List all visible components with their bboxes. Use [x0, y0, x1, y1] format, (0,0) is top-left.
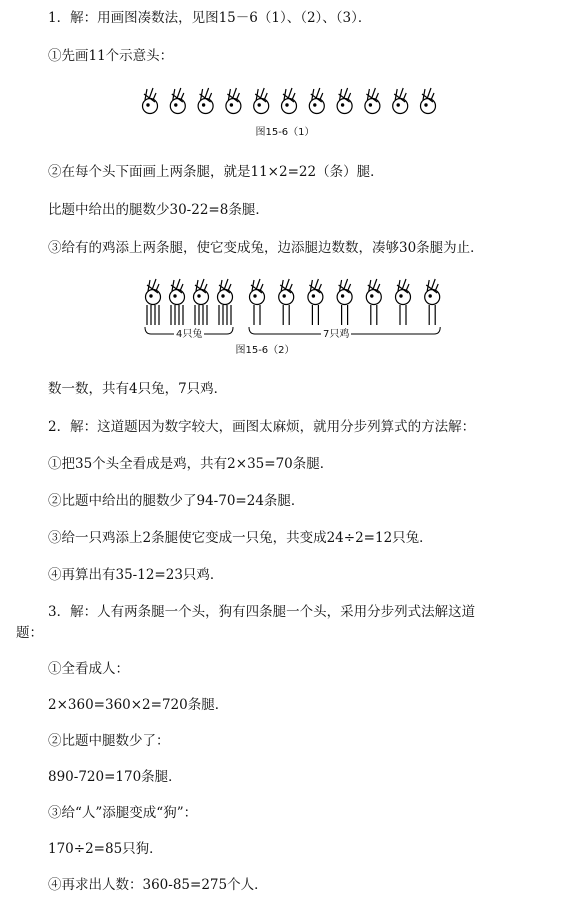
chicken-head [226, 88, 241, 114]
problem1-intro: 1．解：用画图凑数法，见图15－6（1）、（2）、（3）． [48, 10, 372, 26]
chicken-head [393, 88, 408, 114]
rabbit-count-label: 4只兔 [176, 329, 203, 340]
chicken-figure [308, 279, 323, 325]
problem3-step1b: 2×360=360×2=720条腿． [48, 697, 229, 713]
chicken-head [282, 88, 297, 114]
chicken-count-label: 7只鸡 [323, 329, 350, 340]
rabbit-figure [146, 279, 161, 325]
chicken-figure [396, 279, 411, 325]
chicken-figure [279, 279, 294, 325]
chicken-figure [250, 279, 265, 325]
chicken-head [309, 88, 324, 114]
chicken-figure [337, 279, 352, 325]
chicken-head [421, 88, 436, 114]
chicken-head [365, 88, 380, 114]
problem2-step1: ①把35个头全看成是鸡，共有2×35=70条腿． [48, 456, 334, 472]
problem3-step4: ④再求出人数：360-85=275个人． [48, 877, 268, 893]
chicken-head [170, 88, 185, 114]
problem1-step2: ②在每个头下面画上两条腿，就是11×2=22（条）腿． [48, 164, 384, 180]
problem3-intro: 3．解：人有两条腿一个头，狗有四条腿一个头，采用分步列式法解这道 [48, 604, 476, 620]
problem3-step1: ①全看成人： [48, 661, 129, 677]
problem2-intro: 2．解：这道题因为数字较大，画图太麻烦，就用分步列算式的方法解： [48, 419, 476, 435]
problem2-step2: ②比题中给出的腿数少了94-70=24条腿． [48, 493, 305, 509]
rabbit-figure [170, 279, 185, 325]
problem3-step2: ②比题中腿数少了： [48, 733, 170, 749]
figure-15-6-2-caption: 图15-6（2） [235, 345, 295, 356]
chicken-head [337, 88, 352, 114]
problem1-conclusion: 数一数，共有4只兔，7只鸡． [48, 381, 228, 397]
chicken-head [254, 88, 269, 114]
problem2-step4: ④再算出有35-12=23只鸡． [48, 567, 224, 583]
problem1-step1: ①先画11个示意头： [48, 48, 174, 64]
figure-15-6-1-caption: 图15-6（1） [255, 127, 315, 138]
chicken-head [143, 88, 158, 114]
heads-drawing [0, 84, 570, 126]
problem3-intro-wrap: 题： [16, 625, 43, 641]
chicken-head [198, 88, 213, 114]
animals-drawing [0, 277, 570, 339]
problem2-step3: ③给一只鸡添上2条腿使它变成一只兔，共变成24÷2=12只兔． [48, 530, 433, 546]
rabbit-figure [218, 279, 233, 325]
problem1-step3: ③给有的鸡添上两条腿，使它变成兔，边添腿边数数，凑够30条腿为止． [48, 240, 484, 256]
chicken-figure [425, 279, 440, 325]
problem3-step2b: 890-720=170条腿． [48, 769, 182, 785]
figure-15-6-1 [0, 84, 570, 126]
problem1-step2b: 比题中给出的腿数少30-22=8条腿． [48, 202, 269, 218]
problem3-step3b: 170÷2=85只狗． [48, 841, 163, 857]
chicken-figure [366, 279, 381, 325]
figure-15-6-2 [0, 277, 570, 339]
rabbit-figure [194, 279, 209, 325]
problem3-step3: ③给“人”添腿变成“狗”： [48, 805, 198, 821]
